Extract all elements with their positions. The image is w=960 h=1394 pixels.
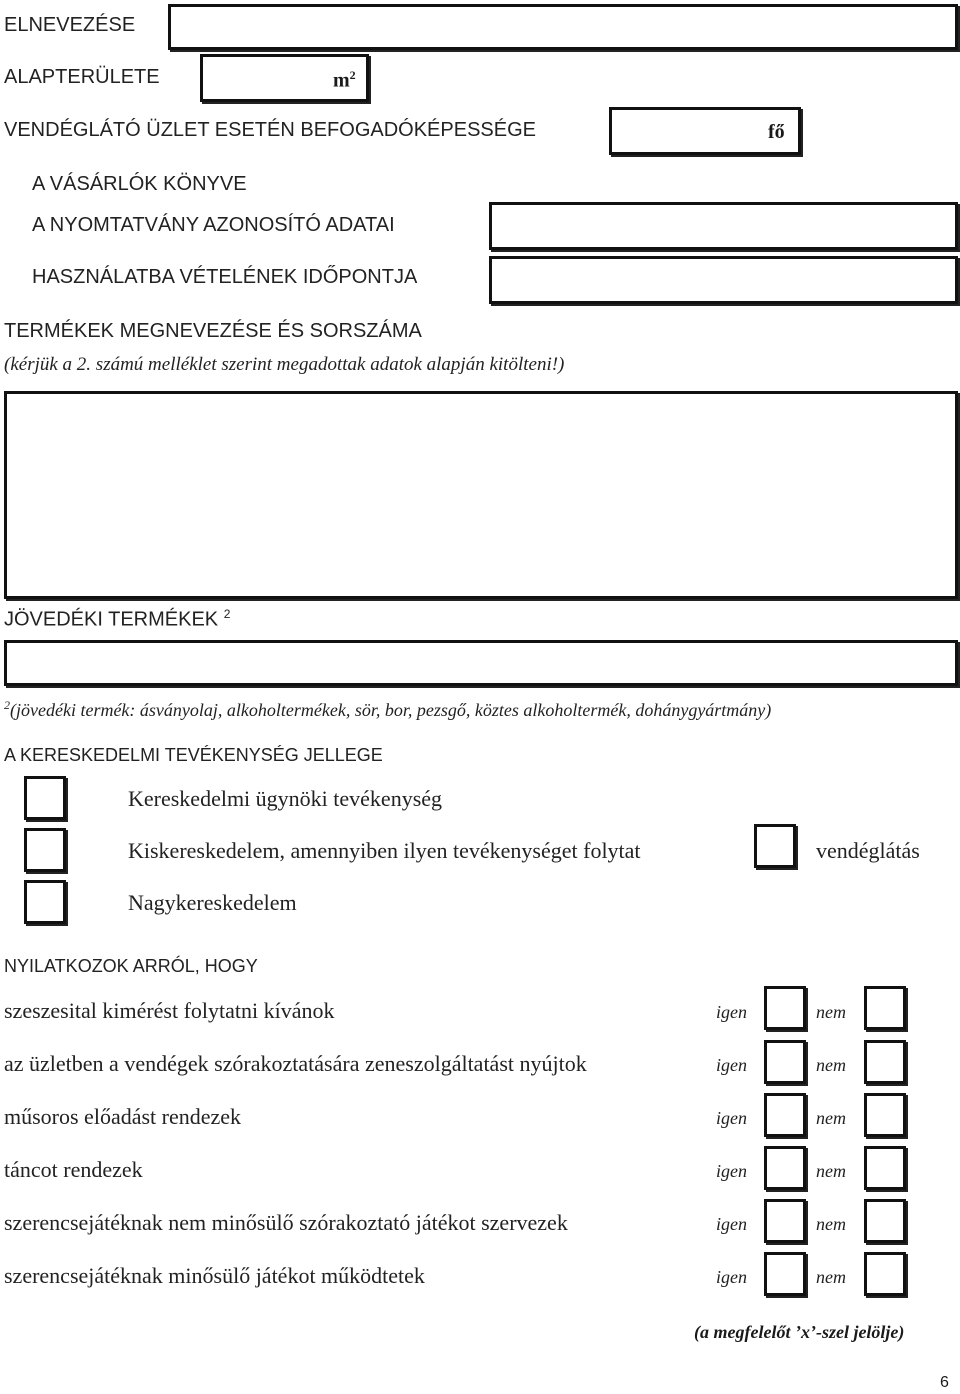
page-number: 6	[940, 1374, 949, 1391]
book-id-label: A NYOMTATVÁNY AZONOSÍTÓ ADATAI	[32, 214, 395, 236]
yes-checkbox[interactable]	[764, 1040, 806, 1084]
retail-label: Kiskereskedelem, amennyiben ilyen tevékenységet folytat	[128, 838, 641, 863]
area-label: ALAPTERÜLETE	[4, 66, 160, 88]
capacity-unit: fő	[768, 121, 785, 143]
declaration-row-label: táncot rendezek	[4, 1157, 143, 1182]
declaration-row-label: szeszesital kimérést folytatni kívánok	[4, 998, 335, 1023]
no-checkbox[interactable]	[864, 1040, 906, 1084]
yes-label: igen	[716, 1267, 747, 1287]
yes-label: igen	[716, 1055, 747, 1075]
activity-label: A KERESKEDELMI TEVÉKENYSÉG JELLEGE	[4, 745, 383, 765]
no-label: nem	[816, 1214, 846, 1234]
products-note: (kérjük a 2. számú melléklet szerint megadottak adatok alapján kitölteni!)	[4, 354, 565, 375]
yes-label: igen	[716, 1002, 747, 1022]
hospitality-checkbox[interactable]	[754, 824, 796, 868]
no-checkbox[interactable]	[864, 1252, 906, 1296]
declaration-row-label: szerencsejátéknak nem minősülő szórakoztató játékot szervezek	[4, 1210, 568, 1235]
area-unit: $m^2$	[333, 68, 356, 92]
yes-label: igen	[716, 1108, 747, 1128]
no-checkbox[interactable]	[864, 1146, 906, 1190]
yes-label: igen	[716, 1161, 747, 1181]
wholesale-label: Nagykereskedelem	[128, 890, 297, 915]
agent-activity-checkbox[interactable]	[24, 776, 66, 820]
declaration-row-label: műsoros előadást rendezek	[4, 1104, 242, 1129]
name-label: ELNEVEZÉSE	[4, 14, 136, 36]
yes-checkbox[interactable]	[764, 986, 806, 1030]
hospitality-label: vendéglátás	[816, 838, 920, 863]
excise-field[interactable]	[4, 640, 958, 686]
agent-activity-label: Kereskedelmi ügynöki tevékenység	[128, 786, 443, 811]
no-label: nem	[816, 1002, 846, 1022]
declaration-row-label: az üzletben a vendégek szórakoztatására zeneszolgáltatást nyújtok	[4, 1051, 587, 1076]
book-date-field[interactable]	[489, 256, 958, 304]
name-field[interactable]	[168, 4, 958, 50]
declaration-row-label: szerencsejátéknak minősülő játékot működtetek	[4, 1263, 425, 1288]
capacity-field[interactable]	[609, 107, 801, 155]
no-checkbox[interactable]	[864, 1093, 906, 1137]
no-label: nem	[816, 1055, 846, 1075]
yes-checkbox[interactable]	[764, 1199, 806, 1243]
declare-label: NYILATKOZOK ARRÓL, HOGY	[4, 956, 258, 976]
book-label: A VÁSÁRLÓK KÖNYVE	[32, 173, 247, 195]
yes-label: igen	[716, 1214, 747, 1234]
retail-checkbox[interactable]	[24, 828, 66, 872]
capacity-label: VENDÉGLÁTÓ ÜZLET ESETÉN BEFOGADÓKÉPESSÉGE	[4, 119, 536, 141]
no-checkbox[interactable]	[864, 986, 906, 1030]
area-field[interactable]	[200, 54, 369, 102]
yes-checkbox[interactable]	[764, 1093, 806, 1137]
products-field[interactable]	[4, 391, 958, 599]
no-label: nem	[816, 1267, 846, 1287]
mark-instruction: (a megfelelőt ’x’-szel jelölje)	[694, 1322, 905, 1342]
yes-checkbox[interactable]	[764, 1146, 806, 1190]
excise-footnote: $^2$(jövedéki termék: ásványolaj, alkoholtermékek, sör, bor, pezsgő, köztes alkoholtermék, dohánygyártmány)	[4, 698, 772, 720]
no-label: nem	[816, 1108, 846, 1128]
book-id-field[interactable]	[489, 202, 958, 250]
no-checkbox[interactable]	[864, 1199, 906, 1243]
book-date-label: HASZNÁLATBA VÉTELÉNEK IDŐPONTJA	[32, 266, 418, 288]
wholesale-checkbox[interactable]	[24, 880, 66, 924]
excise-label: JÖVEDÉKI TERMÉKEK $^2$	[4, 607, 231, 631]
products-label: TERMÉKEK MEGNEVEZÉSE ÉS SORSZÁMA	[4, 320, 422, 342]
yes-checkbox[interactable]	[764, 1252, 806, 1296]
no-label: nem	[816, 1161, 846, 1181]
